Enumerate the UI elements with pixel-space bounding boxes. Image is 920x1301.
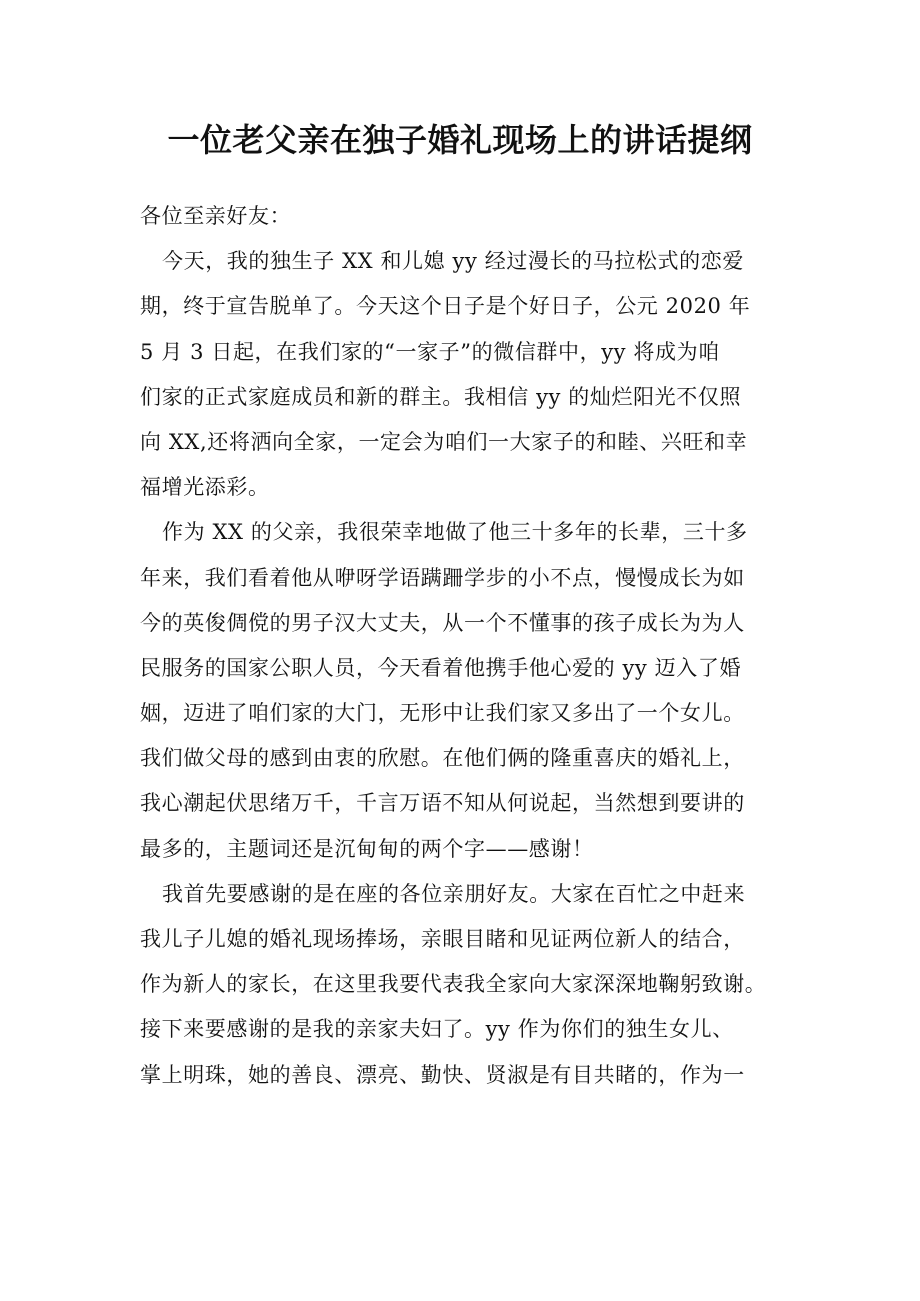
- paragraph-line: 最多的，主题词还是沉甸甸的两个字——感谢！: [140, 836, 594, 861]
- paragraph-line: 掌上明珠，她的善良、漂亮、勤快、贤淑是有目共睹的，作为一: [140, 1062, 745, 1087]
- paragraph-line: 姻，迈进了咱们家的大门，无形中让我们家又多出了一个女儿。: [140, 701, 745, 726]
- paragraph-line: 我心潮起伏思绪万千，千言万语不知从何说起，当然想到要讲的: [140, 791, 745, 816]
- paragraph-line: 5 月 3 日起，在我们家的“一家子”的微信群中，yy 将成为咱: [140, 339, 720, 364]
- paragraph-line: 我们做父母的感到由衷的欣慰。在他们俩的隆重喜庆的婚礼上，: [140, 746, 745, 771]
- paragraph-line: 作为 XX 的父亲，我很荣幸地做了他三十多年的长辈，三十多: [162, 520, 748, 545]
- document-title: 一位老父亲在独子婚礼现场上的讲话提纲: [167, 121, 753, 159]
- paragraph-line: 我儿子儿媳的婚礼现场捧场，亲眼目睹和见证两位新人的结合，: [140, 927, 745, 951]
- paragraph-line: 期，终于宣告脱单了。今天这个日子是个好日子，公元 2020 年: [140, 294, 751, 319]
- document-body: [140, 194, 800, 1098]
- paragraph-line: 接下来要感谢的是我的亲家夫妇了。yy 作为你们的独生女儿、: [140, 1017, 734, 1042]
- salutation-line: 各位至亲好友：: [140, 204, 292, 228]
- paragraph-line: 作为新人的家长，在这里我要代表我全家向大家深深地鞠躬致谢。: [140, 972, 767, 997]
- paragraph-line: 我首先要感谢的是在座的各位亲朋好友。大家在百忙之中赶来: [162, 881, 746, 906]
- paragraph-line: 今天，我的独生子 XX 和儿媳 yy 经过漫长的马拉松式的恋爱: [162, 249, 744, 274]
- paragraph-line: 福增光添彩。: [140, 475, 270, 500]
- paragraph-line: 民服务的国家公职人员，今天看着他携手他心爱的 yy 迈入了婚: [140, 655, 742, 680]
- paragraph-line: 今的英俊倜傥的男子汉大丈夫，从一个不懂事的孩子成长为为人: [140, 610, 745, 635]
- paragraph-line: 年来，我们看着他从咿呀学语蹒跚学步的小不点，慢慢成长为如: [140, 565, 745, 590]
- paragraph-line: 们家的正式家庭成员和新的群主。我相信 yy 的灿烂阳光不仅照: [140, 384, 742, 409]
- paragraph-line: 向 XX,还将洒向全家，一定会为咱们一大家子的和睦、兴旺和幸: [140, 429, 748, 454]
